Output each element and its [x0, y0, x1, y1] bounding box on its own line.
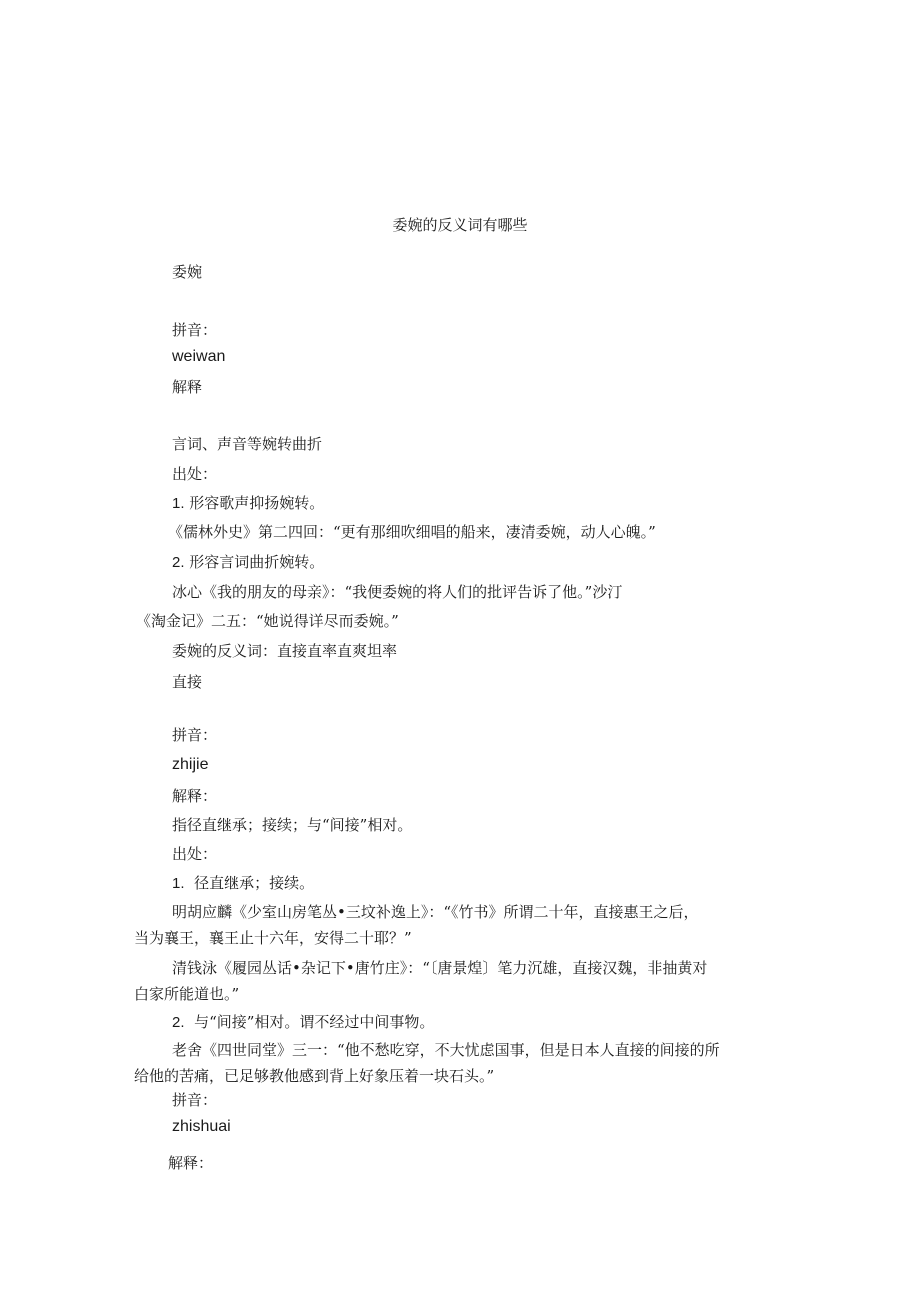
- page-title: 委婉的反义词有哪些: [392, 216, 528, 234]
- word2-explain-label: 解释：: [172, 787, 218, 805]
- word1-quote-2-line1: 冰心《我的朋友的母亲》：“我便委婉的将人们的批评告诉了他。”沙汀: [172, 583, 623, 601]
- word1-pinyin: weiwan: [172, 348, 226, 365]
- word2-source-label: 出处：: [172, 845, 218, 863]
- word2-quote-1-line1: 明胡应麟《少室山房笔丛•三坟补逸上》：“《竹书》所谓二十年，直接惠王之后，: [172, 903, 699, 921]
- word2-sense-1-number: 1.: [172, 875, 185, 892]
- word1-sense-1: [172, 493, 324, 514]
- word2-quote-3-line1: 老舍《四世同堂》三一：“他不愁吃穿，不大忧虑国事，但是日本人直接的间接的所: [172, 1041, 720, 1059]
- word1-quote-2-line2: 《淘金记》二五：“她说得详尽而委婉。”: [136, 612, 399, 630]
- word1-sense-2-text: 形容言词曲折婉转。: [189, 553, 325, 571]
- word2-sense-2-text: 与“间接”相对。谓不经过中间事物。: [194, 1013, 435, 1031]
- word1-sense-2: [172, 552, 324, 573]
- word2-sense-2: [172, 1012, 434, 1033]
- word2-explanation: 指径直继承；接续；与“间接”相对。: [172, 816, 413, 834]
- word1-headword: 委婉: [172, 263, 203, 281]
- word1-sense-1-text: 形容歌声抑扬婉转。: [189, 494, 325, 512]
- word3-explain-label: 解释：: [168, 1154, 214, 1172]
- word1-explain-label: 解释: [172, 378, 203, 396]
- word2-quote-3-line2: 给他的苦痛，已足够教他感到背上好象压着一块石头。”: [134, 1067, 495, 1085]
- word2-sense-1: [172, 873, 314, 894]
- word1-pinyin-label: 拼音：: [172, 321, 218, 339]
- word2-pinyin-label: 拼音：: [172, 726, 218, 744]
- word1-sense-2-number: 2.: [172, 554, 185, 571]
- word2-headword: 直接: [172, 673, 203, 691]
- word2-quote-2-line1: 清钱泳《履园丛话•杂记下•唐竹庄》：“〔唐景煌〕笔力沉雄，直接汉魏，非抽黄对: [172, 959, 708, 977]
- word2-pinyin: zhijie: [172, 756, 209, 773]
- word3-pinyin: zhishuai: [172, 1118, 231, 1135]
- antonyms-line: 委婉的反义词：直接直率直爽坦率: [172, 642, 398, 660]
- word3-pinyin-label: 拼音：: [172, 1091, 218, 1109]
- word1-source-label: 出处：: [172, 465, 218, 483]
- word2-quote-2-line2: 白家所能道也。”: [134, 985, 240, 1003]
- word1-sense-1-number: 1.: [172, 495, 185, 512]
- word1-quote-1: 《儒林外史》第二四回：“更有那细吹细唱的船来，凄清委婉，动人心魄。”: [168, 523, 656, 541]
- word2-sense-1-text: 径直继承；接续。: [194, 874, 315, 892]
- word2-sense-2-number: 2.: [172, 1014, 185, 1031]
- word2-quote-1-line2: 当为襄王，襄王止十六年，安得二十耶？”: [134, 929, 412, 947]
- word1-explanation: 言词、声音等婉转曲折: [172, 435, 323, 453]
